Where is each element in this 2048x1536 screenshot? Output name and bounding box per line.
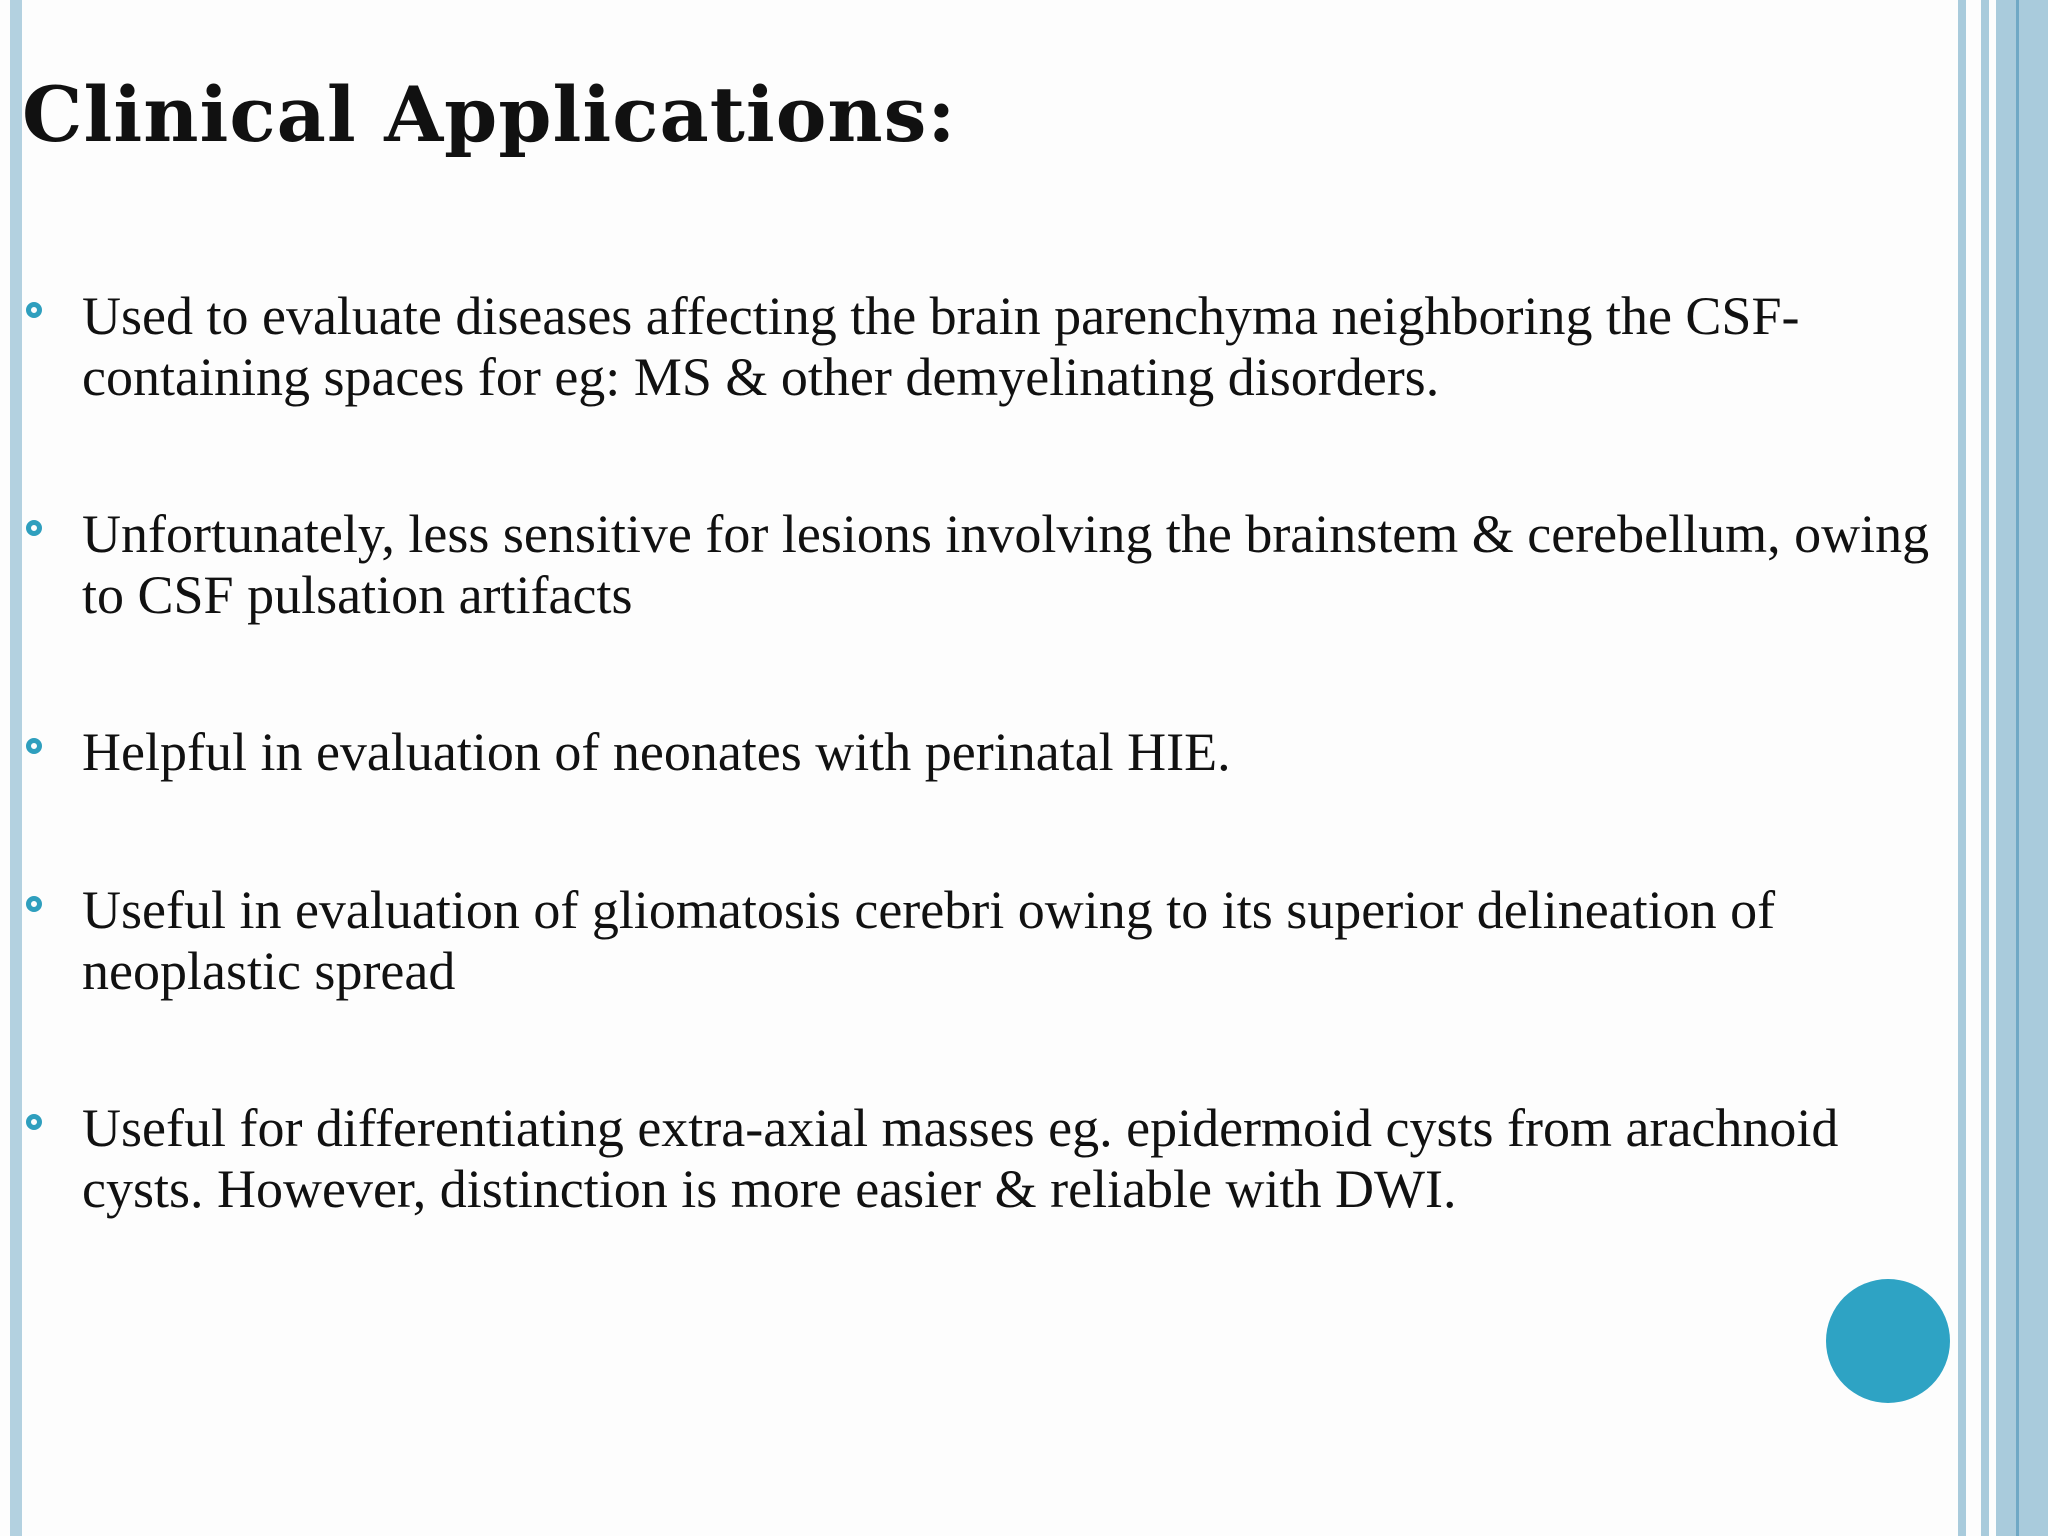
bullet-ring-icon: [26, 738, 42, 754]
slide-title: Clinical Applications:: [22, 70, 957, 159]
bullet-ring-icon: [26, 302, 42, 318]
bullet-ring-icon: [26, 896, 42, 912]
bullet-text: Useful in evaluation of gliomatosis cerebri owing to its superior delineation of neoplastic spread: [82, 880, 1776, 1001]
bullet-text: Helpful in evaluation of neonates with perinatal HIE.: [82, 722, 1231, 782]
bullet-text: Unfortunately, less sensitive for lesions involving the brainstem & cerebellum, owing to CSF pulsation artifacts: [82, 504, 1930, 625]
bullet-text: Useful for differentiating extra-axial masses eg. epidermoid cysts from arachnoid cysts. However, distinction is more easier & reliable with DWI.: [82, 1098, 1839, 1219]
bullet-text: Used to evaluate diseases affecting the brain parenchyma neighboring the CSF-containing spaces for eg: MS & other demyelinating disorders.: [82, 286, 1800, 407]
bullet-ring-icon: [26, 1114, 42, 1130]
decorative-circle: [1826, 1279, 1950, 1403]
bullet-ring-icon: [26, 520, 42, 536]
